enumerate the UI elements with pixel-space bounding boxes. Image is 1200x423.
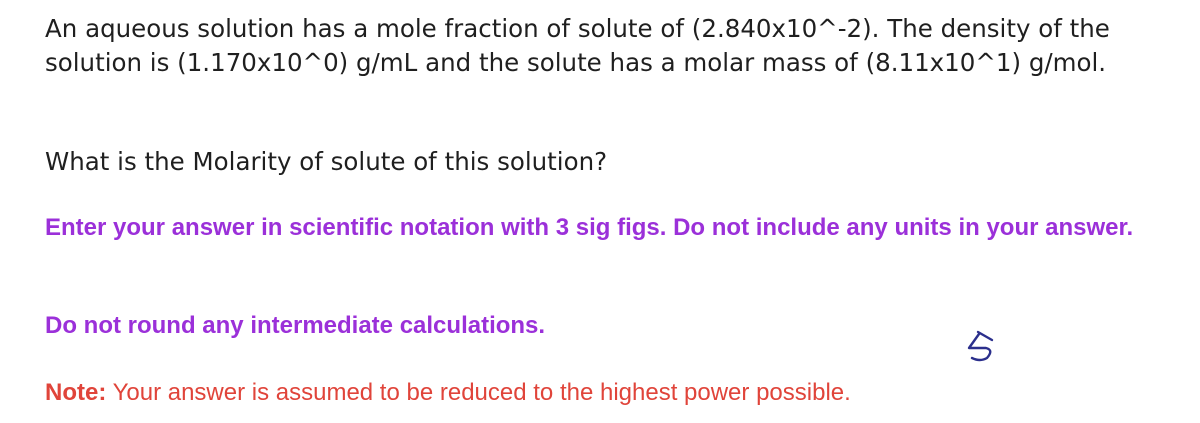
problem-statement: An aqueous solution has a mole fraction of solute of (2.840x10^-2). The density of the solution is (1.170x10^0) g/mL and the solute has a molar mass of (8.11x10^1) g/mol. [45,14,1110,77]
rounding-instruction: Do not round any intermediate calculations. [45,312,546,339]
note-label: Note: [45,379,107,406]
note-line [45,376,1165,410]
note-text: Your answer is assumed to be reduced to the highest power possible. [106,379,851,406]
problem-question: What is the Molarity of solute of this solution? [45,147,608,176]
format-instruction: Enter your answer in scientific notation with 3 sig figs. Do not include any units in your answer. [45,214,1134,241]
